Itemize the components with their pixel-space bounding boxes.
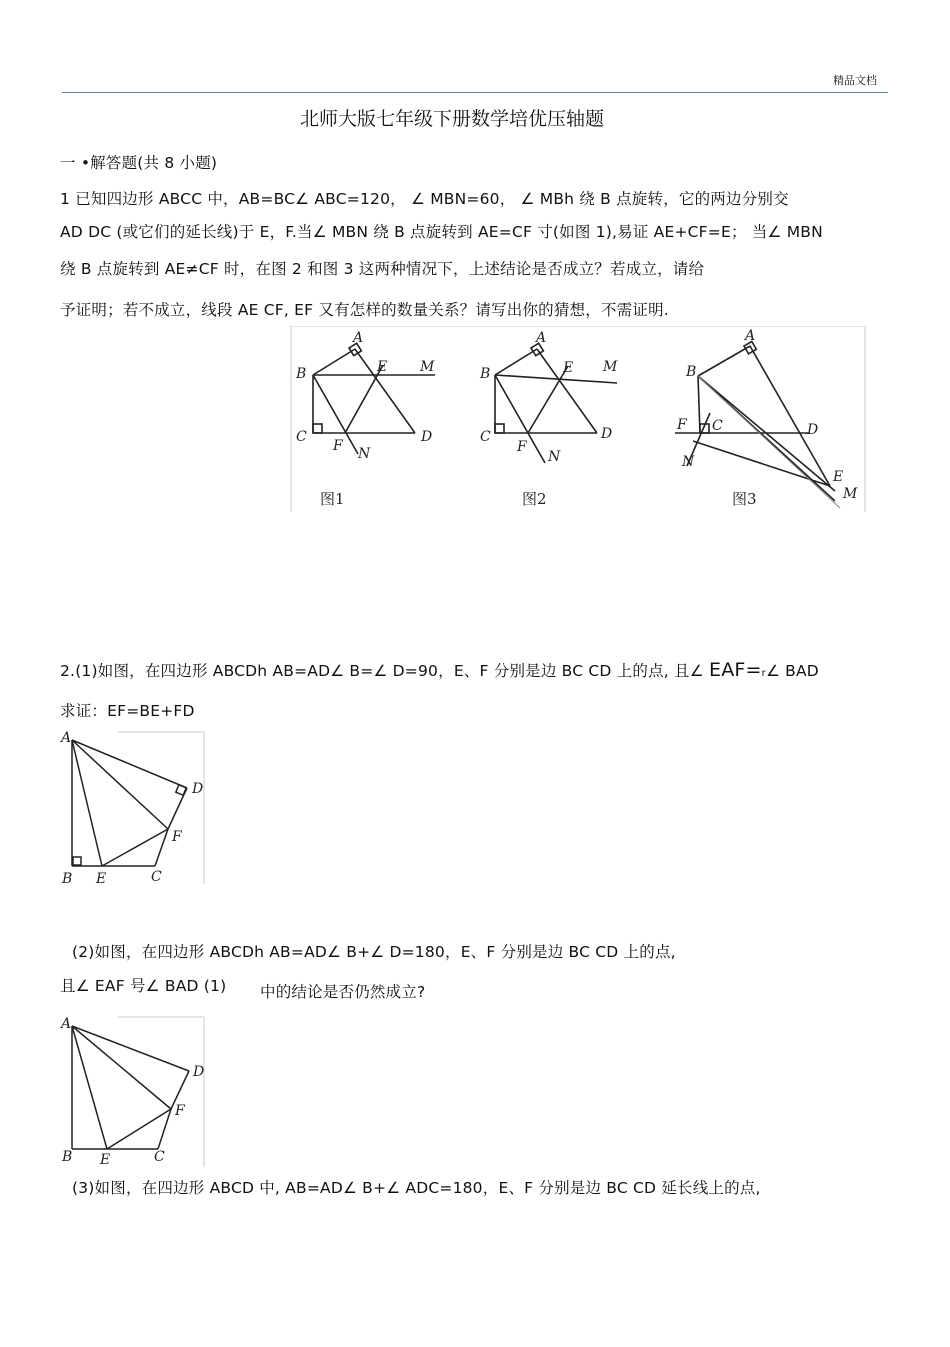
figure-2 [495, 343, 617, 463]
fig2-label-M: M [603, 359, 618, 375]
q2-figure-2 [58, 1013, 208, 1169]
q2f1-label-A: A [61, 730, 72, 746]
fig3-label-F: F [677, 417, 687, 433]
q2f2-label-E: E [100, 1152, 111, 1168]
q2f1-label-D: D [192, 781, 204, 797]
fig1-caption: 图1 [320, 490, 345, 508]
q2-part1-text [60, 659, 819, 681]
fig2-label-D: D [601, 426, 613, 442]
q2-figure-1 [58, 728, 208, 886]
q1-line-1: 1 已知四边形 ABCC 中，AB=BC∠ ABC=120， ∠ MBN=60， ∠ MBh 绕 B 点旋转，它的两边分别交 [60, 190, 789, 208]
q2-part1-text-big: EAF= [708, 659, 762, 681]
q2-part2-line-2b: 中的结论是否仍然成立? [260, 983, 426, 1001]
fig2-label-E: E [563, 360, 574, 376]
fig2-label-A: A [536, 330, 547, 346]
q1-line-4: 予证明；若不成立，线段 AE CF, EF 又有怎样的数量关系？请写出你的猜想，不需证明. [60, 301, 669, 319]
q2f1-label-C: C [151, 869, 162, 885]
fig2-label-C: C [480, 429, 491, 445]
q2f1-label-F: F [172, 829, 182, 845]
q1-line-2: AD DC (或它们的延长线)于 E，F.当∠ MBN 绕 B 点旋转到 AE=CF 寸(如图 1),易证 AE+CF=E； 当∠ MBN [60, 223, 823, 241]
fig3-label-D: D [807, 422, 819, 438]
fig3-label-C: C [712, 418, 723, 434]
q2f2-label-F: F [175, 1103, 185, 1119]
q2f2-label-C: C [154, 1149, 165, 1165]
section-heading: 一 •解答题(共 8 小题) [60, 154, 218, 172]
fig1-label-F: F [333, 438, 343, 454]
q2f1-label-E: E [96, 871, 107, 886]
figure-1 [313, 343, 435, 454]
header-tag: 精品文档 [833, 74, 877, 87]
fig1-label-N: N [358, 446, 371, 462]
fig1-label-D: D [421, 429, 433, 445]
q1-line-3: 绕 B 点旋转到 AE≠CF 时，在图 2 和图 3 这两种情况下，上述结论是否成立？若成立，请给 [60, 260, 705, 278]
q2-part2-line-2a: 且∠ EAF 号∠ BAD (1) [60, 977, 227, 995]
q2-part1-text-sub: r [761, 668, 766, 679]
q2f2-label-A: A [61, 1016, 72, 1032]
header-rule [62, 92, 888, 93]
fig2-label-F: F [517, 439, 527, 455]
q2-part3-line-1: (3)如图，在四边形 ABCD 中, AB=AD∠ B+∠ ADC=180，E、F 分别是边 BC CD 延长线上的点, [72, 1179, 761, 1197]
q2-part1-text-a: 2.(1)如图，在四边形 ABCDh AB=AD∠ B=∠ D=90，E、F 分别是边 BC CD 上的点, 且∠ [60, 662, 704, 680]
fig1-label-M: M [420, 359, 435, 375]
q2f1-label-B: B [62, 871, 73, 886]
fig3-label-B: B [686, 364, 697, 380]
fig3-label-M: M [843, 486, 858, 502]
fig2-label-N: N [548, 449, 561, 465]
fig3-label-E: E [833, 469, 844, 485]
fig3-label-N: N [682, 454, 695, 470]
q2f2-label-D: D [193, 1064, 205, 1080]
fig2-caption: 图2 [522, 490, 547, 508]
q2-part1-text-b: ∠ BAD [765, 662, 819, 680]
fig1-label-E: E [377, 359, 388, 375]
fig2-label-B: B [480, 366, 491, 382]
q2-part1-prove: 求证：EF=BE+FD [60, 702, 195, 720]
fig3-label-A: A [745, 328, 756, 344]
q2-part2-line-1: (2)如图，在四边形 ABCDh AB=AD∠ B+∠ D=180，E、F 分别是边 BC CD 上的点, [72, 943, 676, 961]
page-title: 北师大版七年级下册数学培优压轴题 [300, 108, 605, 130]
q1-figures [290, 326, 866, 512]
fig1-label-C: C [296, 429, 307, 445]
fig1-label-B: B [296, 366, 307, 382]
q2f2-label-B: B [62, 1149, 73, 1165]
fig3-caption: 图3 [732, 490, 757, 508]
fig1-label-A: A [353, 330, 364, 346]
